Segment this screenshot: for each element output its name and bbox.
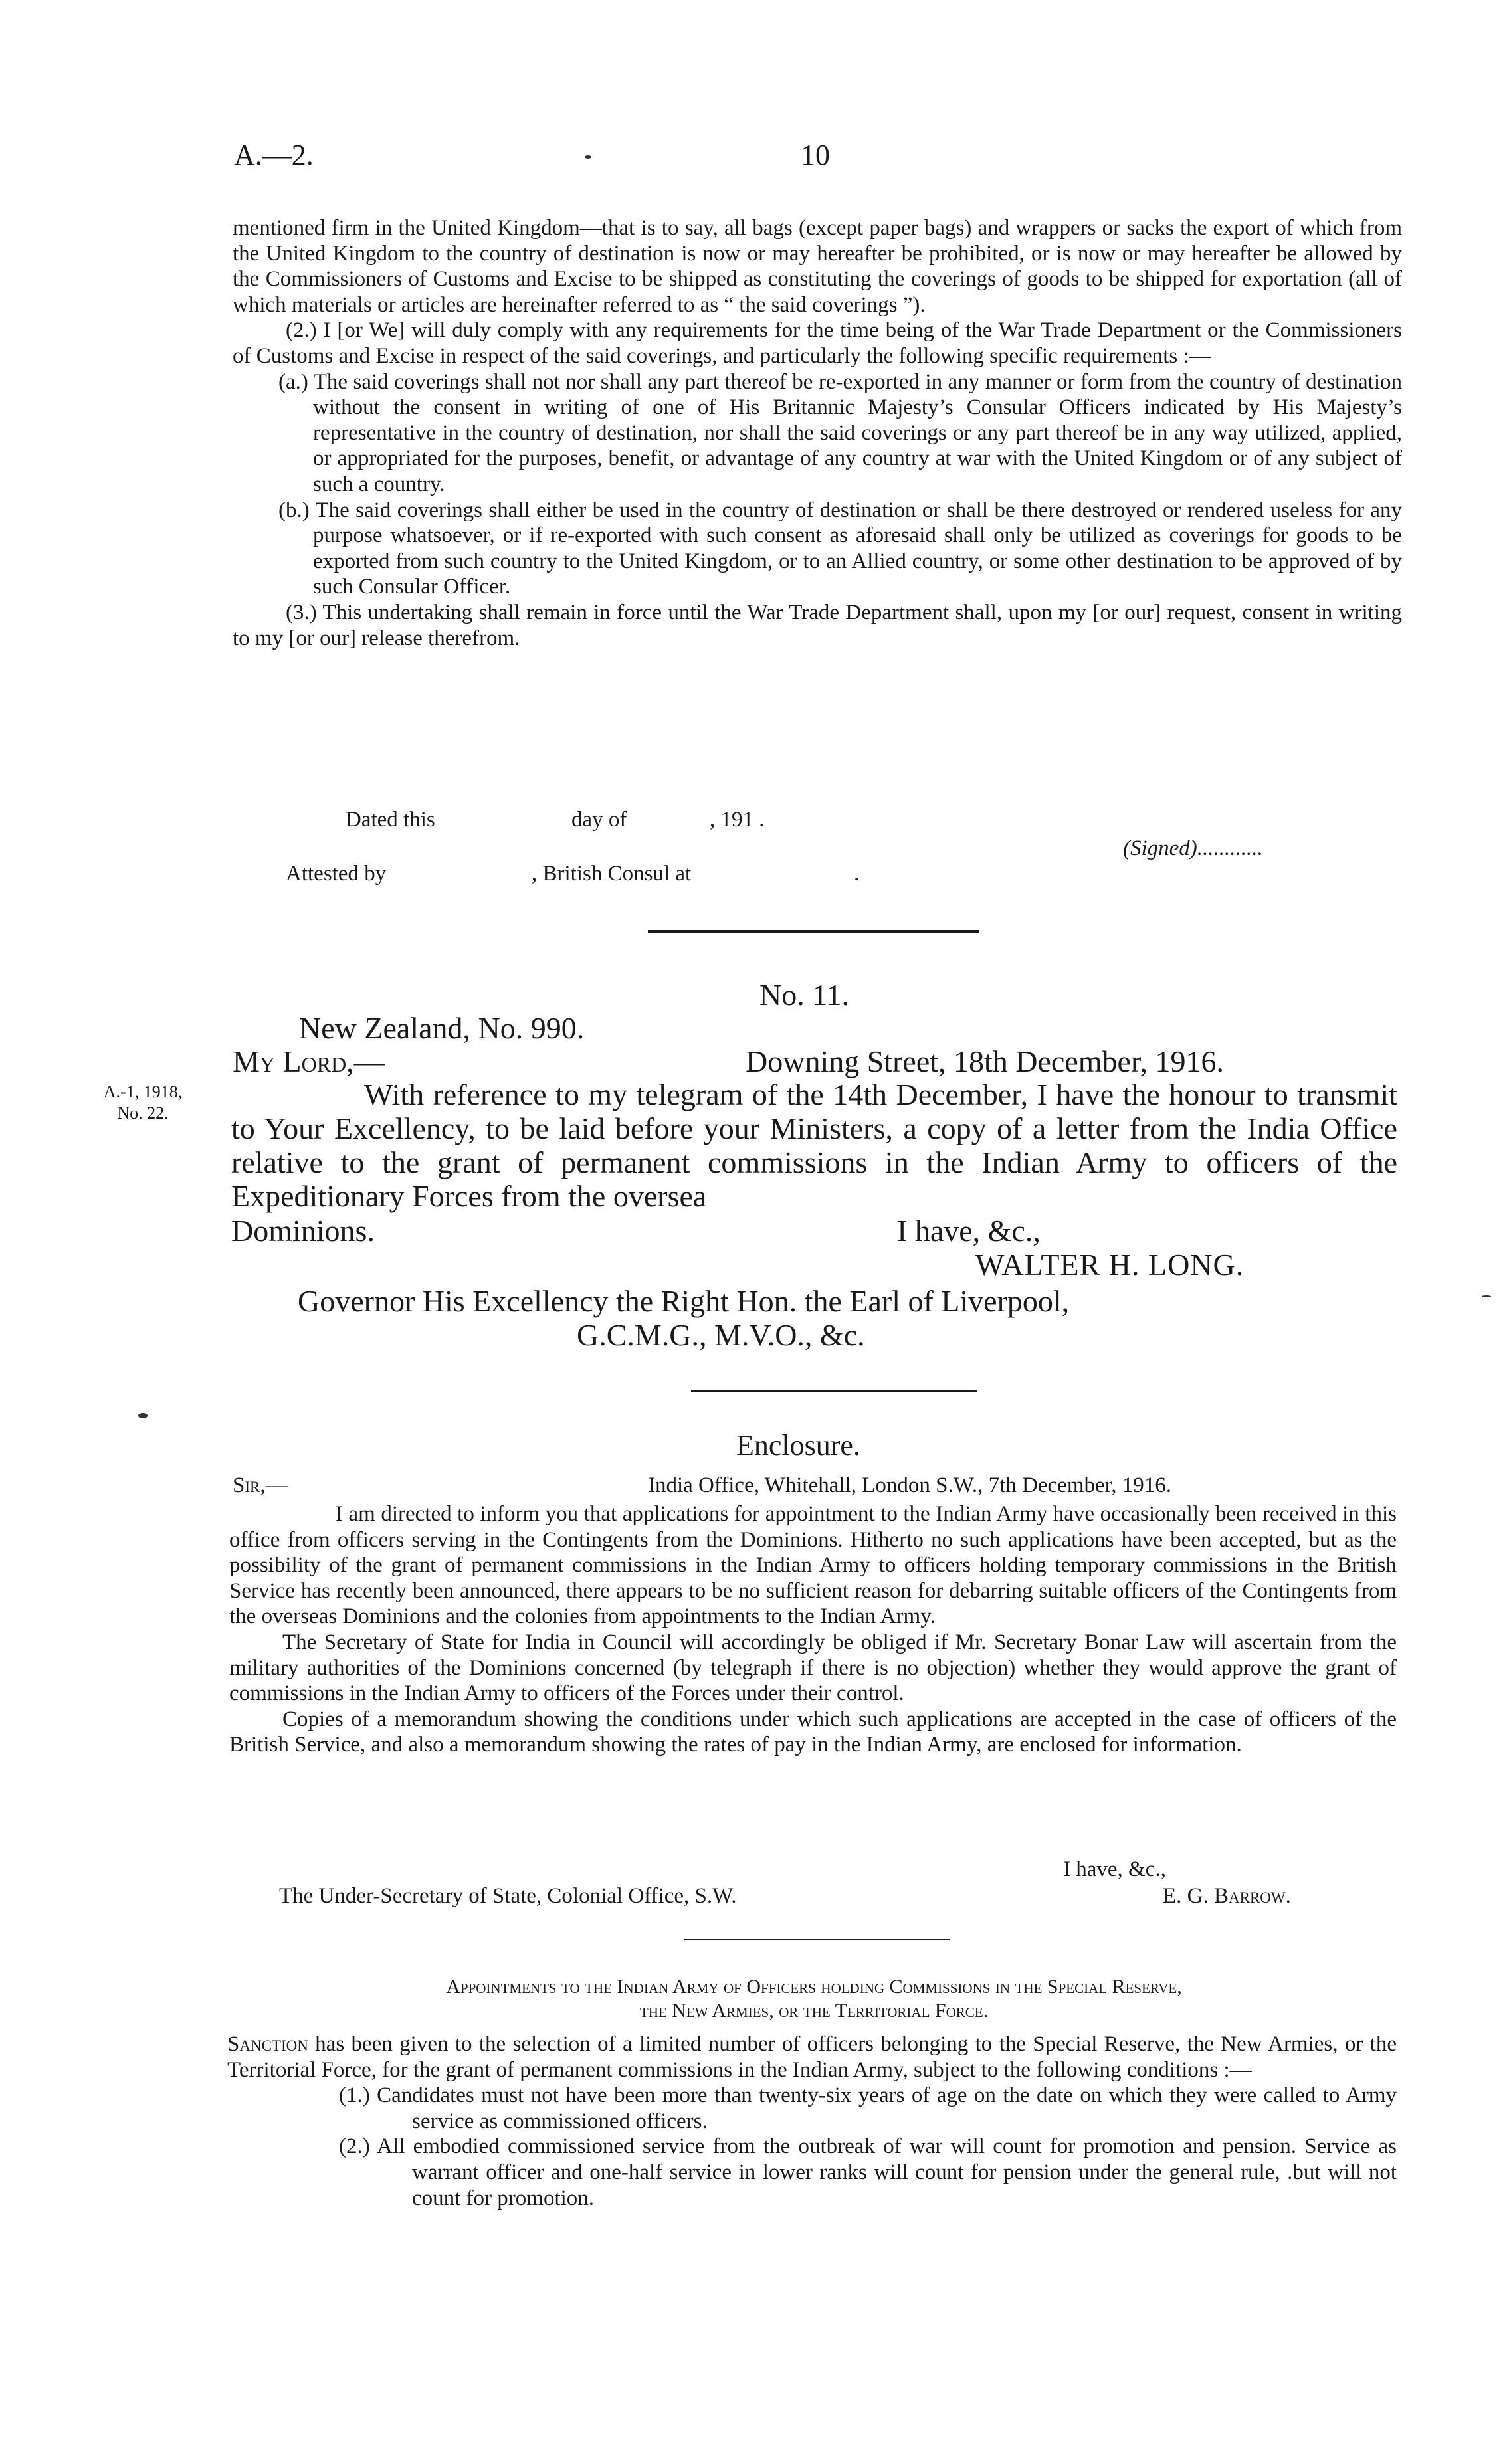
- dated-a: Dated this: [346, 808, 435, 832]
- enclosure-para-3: Copies of a memorandum showing the conditions under which such applications are accepted in the case of officers of the British Service, and also a memorandum showing the rates of pay in the Indian Army, are enclosed for information.: [229, 1707, 1397, 1757]
- memo-condition-2: (2.) All embodied commissioned service from the outbreak of war will count for promotion and pension. Service as warrant officer and one-half service in lower ranks will count for pension under the general rule, .but will not count for promotion.: [339, 2134, 1397, 2210]
- letter-closing: I have, &c.,: [897, 1214, 1041, 1248]
- signed-line: (Signed)............: [1123, 836, 1263, 860]
- memo-heading-1: Appointments to the Indian Army of Officers holding Commissions in the Special Reserve,: [446, 1976, 1182, 1998]
- form-item-a: (a.) The said coverings shall not nor shall any part thereof be re-exported in any manner or form from the country of destination without the consent in writing of one of His Britannic Majesty’s Consular Officers indicated by His Majesty’s representative in the country of destination, nor shall the said coverings or any part thereof be in any way utilized, applied, or appropriated for the purposes, benefit, or advantage of any country at war with the United Kingdom or of any subject of such a country.: [278, 369, 1402, 496]
- form-item-b: (b.) The said coverings shall either be used in the country of destination or shall be there destroyed or rendered useless for any purpose whatsoever, or if re-exported with such consent as aforesaid shall only be utilized as coverings for goods to be exported from such country to the United Kingdom, or to an Allied country, or some other destination to be approved of by such Consular Officer.: [278, 498, 1402, 599]
- letter-salutation: My Lord,—: [233, 1044, 385, 1078]
- attested-a: Attested by: [286, 862, 387, 886]
- page-number: 10: [801, 139, 830, 171]
- attested-b: , British Consul at: [532, 862, 692, 886]
- memo-body: [227, 2032, 1397, 2211]
- margin-ref-1: A.-1, 1918,: [103, 1082, 183, 1101]
- memo-heading-2: the New Armies, or the Territorial Force.: [639, 2000, 989, 2022]
- memo-intro: [227, 2032, 1397, 2083]
- margin-reference: [86, 1082, 199, 1124]
- dated-c: , 191 .: [710, 808, 765, 832]
- enclosure-body: [229, 1501, 1397, 1758]
- enclosure-place-date: India Office, Whitehall, London S.W., 7th December, 1916.: [648, 1473, 1172, 1497]
- memo-condition-1: (1.) Candidates must not have been more than twenty-six years of age on the date on which they were called to Army service as commissioned officers.: [339, 2083, 1397, 2133]
- enclosure-para-2: The Secretary of State for India in Council will accordingly be obliged if Mr. Secretary Bonar Law will ascertain from the military authorities of the Dominions concerned (by telegraph if there is no objection) whether they would approve the grant of commissions in the Indian Army to officers of the Forces under their control.: [229, 1630, 1397, 1706]
- dated-b: day of: [571, 808, 627, 832]
- enclosure-salutation: Sir,—: [233, 1473, 288, 1497]
- letter-body-end: Dominions.: [231, 1214, 375, 1248]
- attested-c: .: [854, 862, 860, 886]
- section-divider-1: [648, 930, 979, 933]
- letter-number: No. 11.: [759, 978, 850, 1012]
- speck: [585, 155, 591, 159]
- form-para-1: mentioned firm in the United Kingdom—that is to say, all bags (except paper bags) and wrappers or sacks the export of which from the United Kingdom to the country of destination is now or may hereafter be prohibited, or is now or may hereafter be allowed by the Commissioners of Customs and Excise to be shipped as constituting the coverings of goods to be shipped for exportation (all of which materials or articles are hereinafter referred to as “ the said coverings ”).: [233, 216, 1402, 317]
- enclosure-para-1: I am directed to inform you that applications for appointment to the Indian Army have occasionally been received in this office from officers serving in the Contingents from the Dominions. Hitherto no such applications have been accepted, but as the possibility of the grant of permanent commissions in the Indian Army to officers holding temporary commissions in the British Service has recently been announced, there appears to be no sufficient reason for debarring suitable officers of the Contingents from the overseas Dominions and the colonies from appointments to the Indian Army.: [229, 1502, 1397, 1629]
- enclosure-title: Enclosure.: [736, 1429, 860, 1462]
- form-para-2: (2.) I [or We] will duly comply with any requirements for the time being of the War Trade Department or the Commissioners of Customs and Excise in respect of the said coverings, and particularly the following specific requirements :—: [233, 318, 1402, 368]
- form-block: [233, 215, 1402, 651]
- memo-intro-text: has been given to the selection of a limited number of officers belonging to the Special Reserve, the New Armies, or the Territorial Force, for the grant of permanent commissions in the Indian Army, subject to the following conditions :—: [227, 2032, 1397, 2082]
- dated-line: [346, 807, 944, 833]
- page-ref: A.—2.: [234, 139, 314, 171]
- letter-address-1: Governor His Excellency the Right Hon. the Earl of Liverpool,: [298, 1284, 1070, 1318]
- speck: [1482, 1295, 1491, 1297]
- letter-body: With reference to my telegram of the 14th December, I have the honour to transmit to Your Excellency, to be laid before your Ministers, a copy of a letter from the India Office relative to the grant of permanent commissions in the Indian Army to officers of the Expeditionary Forces from the oversea: [231, 1078, 1397, 1213]
- letter-signature: WALTER H. LONG.: [975, 1248, 1245, 1281]
- attested-line: [286, 861, 884, 887]
- section-divider-3: [684, 1939, 950, 1940]
- section-divider-2: [691, 1390, 977, 1392]
- letter-address-2: G.C.M.G., M.V.O., &c.: [577, 1318, 865, 1352]
- margin-ref-2: No. 22.: [117, 1103, 169, 1123]
- form-para-3: (3.) This undertaking shall remain in force until the War Trade Department shall, upon my [or our] request, consent in writing to my [or our] release therefrom.: [233, 600, 1402, 650]
- enclosure-closing: I have, &c.,: [1063, 1857, 1166, 1881]
- enclosure-addressee: The Under-Secretary of State, Colonial Office, S.W.: [279, 1884, 737, 1908]
- memo-lead-word: Sanction: [227, 2032, 308, 2056]
- dispatch-number: New Zealand, No. 990.: [299, 1011, 585, 1045]
- enclosure-signature: E. G. Barrow.: [1163, 1884, 1291, 1908]
- letter-place-date: Downing Street, 18th December, 1916.: [746, 1044, 1224, 1078]
- speck: [138, 1413, 148, 1418]
